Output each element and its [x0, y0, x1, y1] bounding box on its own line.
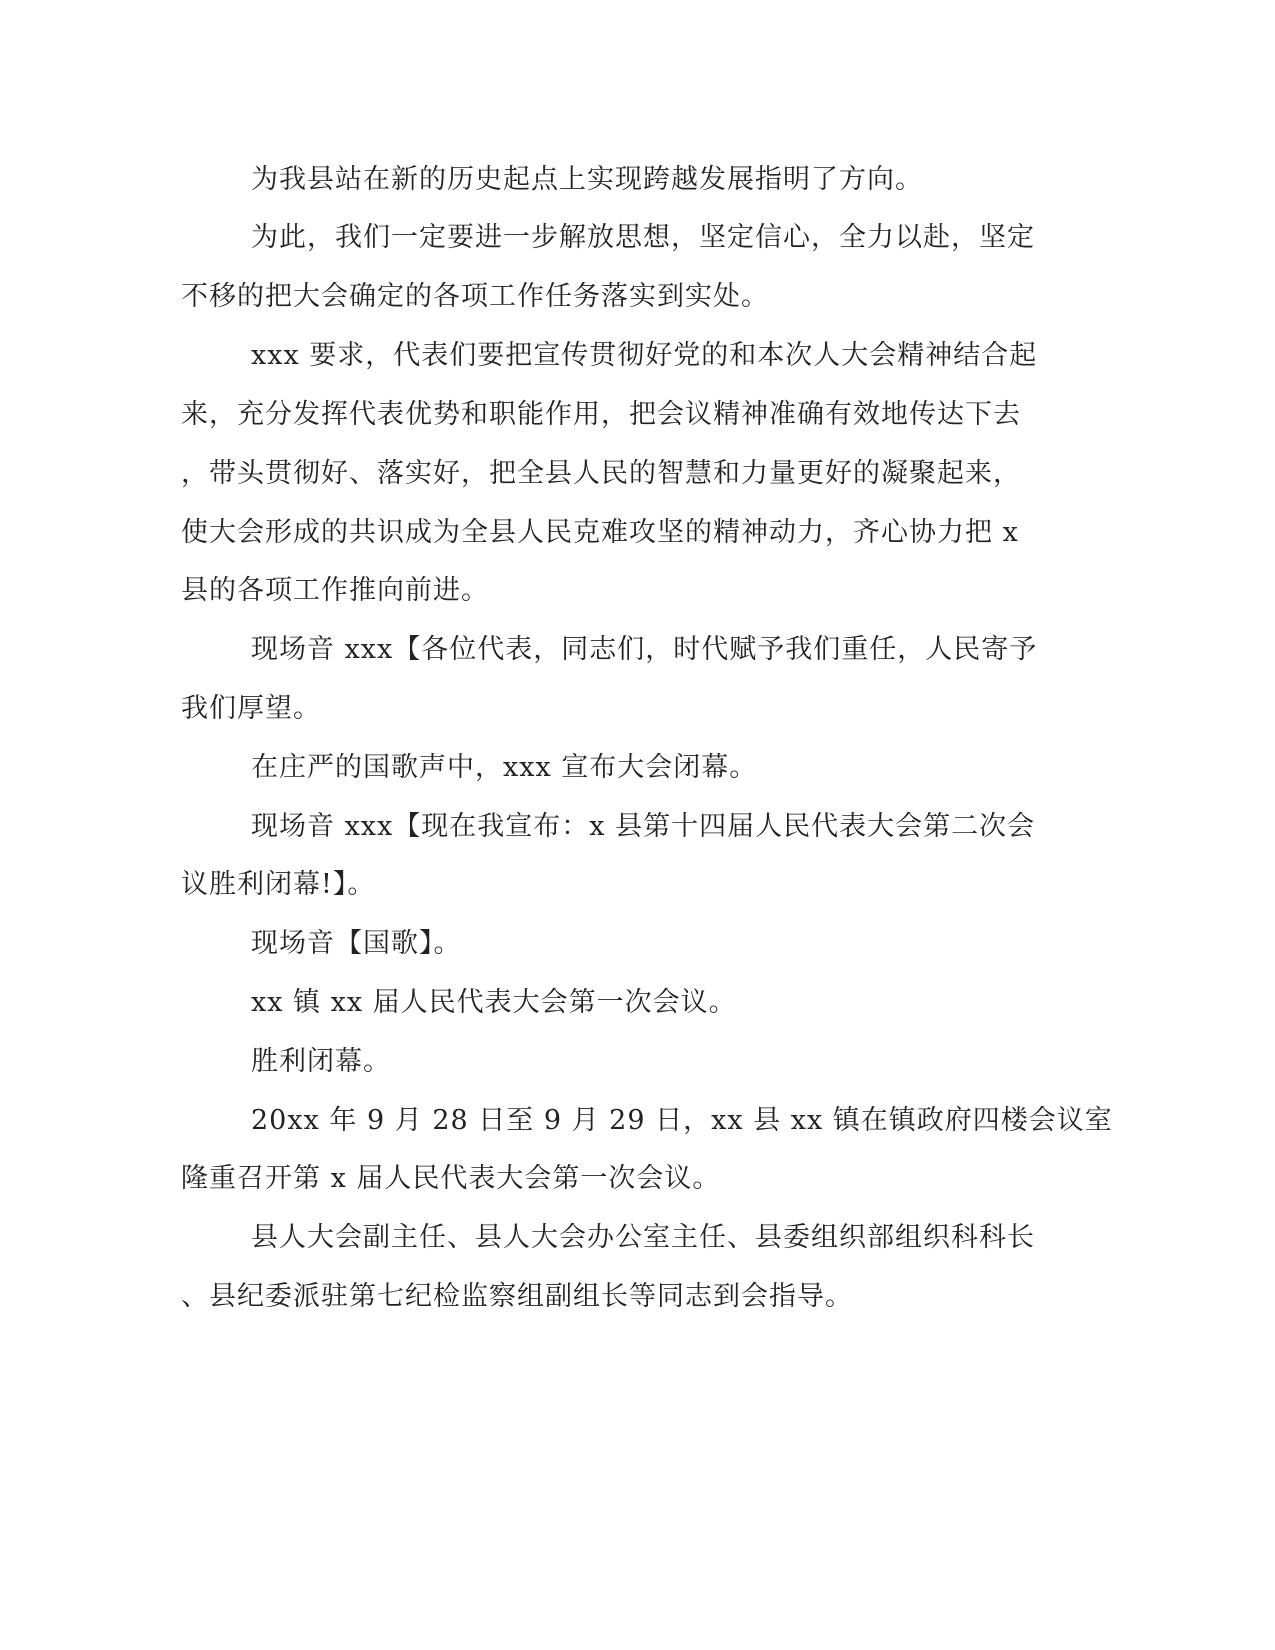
text-line: 胜利闭幕。 — [251, 1046, 391, 1077]
text-line: 使大会形成的共识成为全县人民克难攻坚的精神动力，齐心协力把 x — [181, 517, 1019, 548]
text-line: 我们厚望。 — [181, 693, 321, 724]
text-line: 不移的把大会确定的各项工作任务落实到实处。 — [181, 281, 769, 312]
text-line: 在庄严的国歌声中，xxx 宣布大会闭幕。 — [251, 752, 758, 783]
text-line: 议胜利闭幕!】。 — [181, 869, 376, 900]
text-line: ，带头贯彻好、落实好，把全县人民的智慧和力量更好的凝聚起来， — [181, 458, 1021, 489]
text-line: 县的各项工作推向前进。 — [181, 575, 489, 606]
text-line: 隆重召开第 x 届人民代表大会第一次会议。 — [181, 1163, 721, 1194]
text-line: 来，充分发挥代表优势和职能作用，把会议精神准确有效地传达下去 — [181, 399, 1021, 430]
text-line: 20xx 年 9 月 28 日至 9 月 29 日，xx 县 xx 镇在镇政府四楼会议室 — [251, 1105, 1113, 1136]
text-line: xxx 要求，代表们要把宣传贯彻好党的和本次人大会精神结合起 — [251, 340, 1038, 371]
text-line: 现场音 xxx【各位代表，同志们，时代赋予我们重任，人民寄予 — [251, 634, 1038, 665]
text-line: 、县纪委派驻第七纪检监察组副组长等同志到会指导。 — [181, 1281, 853, 1312]
text-line: 县人大会副主任、县人大会办公室主任、县委组织部组织科科长 — [251, 1222, 1035, 1253]
text-line: 为我县站在新的历史起点上实现跨越发展指明了方向。 — [251, 164, 923, 195]
text-line: 现场音 xxx【现在我宣布：x 县第十四届人民代表大会第二次会 — [251, 811, 1036, 842]
text-line: 为此，我们一定要进一步解放思想，坚定信心，全力以赴，坚定 — [251, 222, 1035, 253]
text-line: 现场音【国歌】。 — [251, 928, 462, 959]
text-line: xx 镇 xx 届人民代表大会第一次会议。 — [251, 987, 737, 1018]
